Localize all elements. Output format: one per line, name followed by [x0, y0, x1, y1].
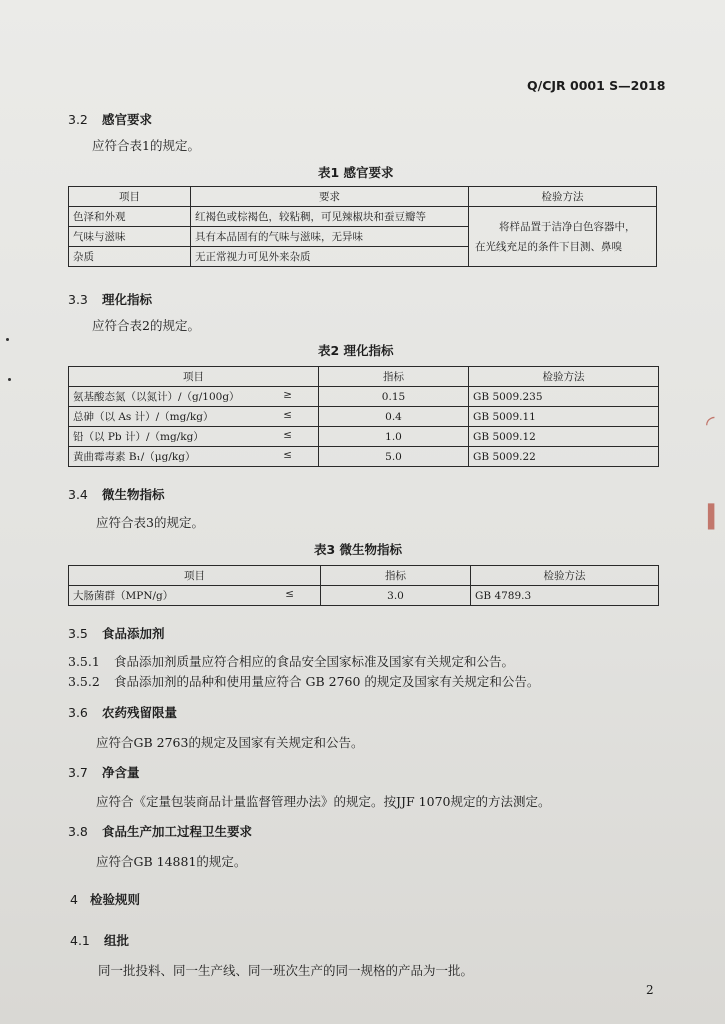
- item-cell: [69, 427, 319, 447]
- table3-caption: 表3 微生物指标: [314, 542, 403, 557]
- section-title: 感官要求: [102, 112, 153, 127]
- table3-microbial: [68, 565, 659, 606]
- item-label: 总砷（以 As 计）/（mg/kg）: [73, 411, 214, 423]
- header-cell: 检验方法: [471, 566, 659, 586]
- value-cell: 5.0: [319, 447, 469, 467]
- section-3-3-heading: [68, 290, 152, 308]
- page-number: 2: [646, 983, 654, 997]
- comparison-symbol: ≤: [283, 429, 292, 441]
- header-cell: 项目: [69, 187, 191, 207]
- section-3-8-heading: [68, 822, 252, 840]
- method-line-1: 将样品置于洁净白色容器中，: [499, 220, 636, 233]
- item-cell: 杂质: [69, 247, 191, 267]
- section-3-7-text: 应符合《定量包装商品计量监督管理办法》的规定。按JJF 1070规定的方法测定。: [96, 794, 551, 809]
- table-row: [69, 586, 659, 606]
- comparison-symbol: ≤: [283, 409, 292, 421]
- item-label: 大肠菌群（MPN/g）: [73, 590, 174, 602]
- section-4-heading: [70, 890, 140, 908]
- item-label: 铅（以 Pb 计）/（mg/kg）: [73, 431, 204, 443]
- section-4-1-heading: [70, 931, 129, 949]
- value-cell: 0.15: [319, 387, 469, 407]
- section-title: 食品添加剂: [102, 626, 165, 641]
- section-3-7-heading: [68, 763, 140, 781]
- header-cell: 项目: [69, 367, 319, 387]
- method-cell: [469, 207, 657, 267]
- item-cell: [69, 447, 319, 467]
- table-header-row: [69, 367, 659, 387]
- table-row: [69, 387, 659, 407]
- table-header-row: [69, 566, 659, 586]
- section-number: 3.8: [68, 824, 88, 839]
- section-number: 3.6: [68, 705, 88, 720]
- clause-text: 食品添加剂的品种和使用量应符合 GB 2760 的规定及国家有关规定和公告。: [114, 674, 540, 689]
- red-stamp-fragment: ◜: [706, 412, 715, 437]
- clause-3-5-1: [68, 652, 514, 670]
- section-3-6-text: 应符合GB 2763的规定及国家有关规定和公告。: [96, 735, 364, 750]
- section-title: 检验规则: [90, 892, 141, 907]
- item-cell: [69, 586, 321, 606]
- table2-physicochemical: [68, 366, 659, 467]
- method-cell: GB 5009.22: [469, 447, 659, 467]
- comparison-symbol: ≤: [285, 588, 294, 600]
- clause-text: 食品添加剂质量应符合相应的食品安全国家标准及国家有关规定和公告。: [114, 654, 515, 669]
- section-title: 农药残留限量: [102, 705, 178, 720]
- clause-number: 3.5.2: [68, 674, 100, 689]
- requirement-cell: 红褐色或棕褐色，较粘稠，可见辣椒块和蚕豆瓣等: [191, 207, 469, 227]
- section-number: 4: [70, 892, 78, 907]
- section-3-3-text: 应符合表2的规定。: [92, 318, 200, 333]
- section-title: 微生物指标: [102, 487, 165, 502]
- method-cell: GB 4789.3: [471, 586, 659, 606]
- table1-caption: 表1 感官要求: [318, 165, 394, 180]
- clause-3-5-2: [68, 672, 539, 690]
- section-title: 净含量: [102, 765, 140, 780]
- section-title: 组批: [104, 933, 130, 948]
- comparison-symbol: ≥: [283, 389, 292, 401]
- requirement-cell: 具有本品固有的气味与滋味，无异味: [191, 227, 469, 247]
- scan-speck: [8, 378, 11, 381]
- item-cell: 色泽和外观: [69, 207, 191, 227]
- item-cell: [69, 407, 319, 427]
- section-number: 3.7: [68, 765, 88, 780]
- header-cell: 项目: [69, 566, 321, 586]
- clause-number: 3.5.1: [68, 654, 100, 669]
- method-cell: GB 5009.235: [469, 387, 659, 407]
- method-line-2: 在光线充足的条件下目测、鼻嗅: [475, 240, 622, 253]
- item-label: 黄曲霉毒素 B₁/（μg/kg）: [73, 451, 196, 463]
- section-number: 3.4: [68, 487, 88, 502]
- method-cell: GB 5009.12: [469, 427, 659, 447]
- section-title: 食品生产加工过程卫生要求: [102, 824, 253, 839]
- section-title: 理化指标: [102, 292, 153, 307]
- header-cell: 指标: [319, 367, 469, 387]
- document-code: Q/CJR 0001 S—2018: [527, 78, 666, 93]
- method-cell: GB 5009.11: [469, 407, 659, 427]
- requirement-cell: 无正常视力可见外来杂质: [191, 247, 469, 267]
- table1-sensory: [68, 186, 657, 267]
- section-3-2-heading: [68, 110, 152, 128]
- section-4-1-text: 同一批投料、同一生产线、同一班次生产的同一规格的产品为一批。: [98, 963, 474, 978]
- red-stamp-fragment: ▍: [708, 505, 725, 530]
- table-row: [69, 407, 659, 427]
- item-cell: [69, 387, 319, 407]
- table-row: [69, 427, 659, 447]
- scan-speck: [6, 338, 9, 341]
- table2-caption: 表2 理化指标: [318, 343, 394, 358]
- section-3-6-heading: [68, 703, 177, 721]
- section-3-4-text: 应符合表3的规定。: [96, 515, 204, 530]
- section-3-4-heading: [68, 485, 165, 503]
- item-label: 氨基酸态氮（以氮计）/（g/100g）: [73, 391, 240, 403]
- header-cell: 要求: [191, 187, 469, 207]
- section-number: 3.3: [68, 292, 88, 307]
- table-row: [69, 447, 659, 467]
- section-3-2-text: 应符合表1的规定。: [92, 138, 200, 153]
- value-cell: 0.4: [319, 407, 469, 427]
- section-3-8-text: 应符合GB 14881的规定。: [96, 854, 247, 869]
- table-row: [69, 207, 657, 227]
- section-number: 3.2: [68, 112, 88, 127]
- item-cell: 气味与滋味: [69, 227, 191, 247]
- value-cell: 1.0: [319, 427, 469, 447]
- header-cell: 检验方法: [469, 367, 659, 387]
- comparison-symbol: ≤: [283, 449, 292, 461]
- section-3-5-heading: [68, 624, 165, 642]
- header-cell: 指标: [321, 566, 471, 586]
- section-number: 4.1: [70, 933, 90, 948]
- header-cell: 检验方法: [469, 187, 657, 207]
- table-header-row: [69, 187, 657, 207]
- section-number: 3.5: [68, 626, 88, 641]
- value-cell: 3.0: [321, 586, 471, 606]
